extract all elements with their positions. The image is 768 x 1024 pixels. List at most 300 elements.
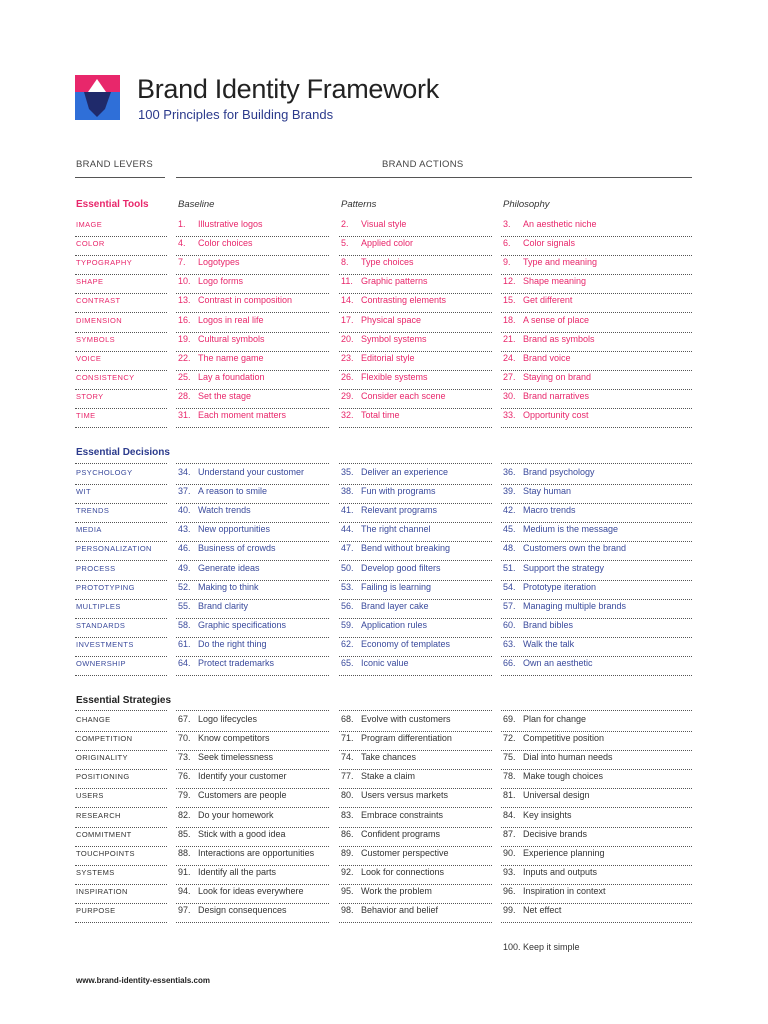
- principle-cell: [501, 600, 692, 619]
- principle-number: 14.: [341, 295, 354, 306]
- principle-cell: [176, 504, 329, 523]
- principle-label: Iconic value: [361, 658, 409, 668]
- principle-cell: [176, 581, 329, 600]
- column-header-philosophy: Philosophy: [503, 199, 550, 210]
- principle-label: Do the right thing: [198, 638, 267, 649]
- principle-cell: [176, 275, 329, 294]
- principle-number: 69.: [503, 714, 516, 724]
- principle-number: 98.: [341, 905, 354, 915]
- principle-label: Net effect: [523, 905, 562, 915]
- table-row: [0, 314, 768, 333]
- principle-cell: [176, 657, 329, 676]
- table-row: [0, 770, 768, 789]
- principle-cell: [339, 809, 492, 828]
- principle-label: Total time: [361, 410, 400, 420]
- principle-cell: [176, 789, 329, 808]
- principle-label: Brand voice: [523, 352, 571, 363]
- table-row: [0, 789, 768, 808]
- principle-cell: [501, 504, 692, 523]
- table-row: [0, 294, 768, 313]
- principle-label: Embrace constraints: [361, 809, 444, 820]
- principle-label: Protect trademarks: [198, 658, 275, 668]
- table-row: [0, 581, 768, 600]
- principle-number: 54.: [503, 581, 516, 592]
- principle-number: 25.: [178, 371, 191, 382]
- principle-number: 43.: [178, 524, 191, 535]
- principle-cell: [339, 751, 492, 770]
- section-title: Essential Tools: [76, 199, 149, 210]
- principle-number: 7.: [178, 257, 186, 268]
- principle-cell: [176, 847, 329, 866]
- principle-cell: [501, 256, 692, 275]
- brand-lever: ORIGINALITY: [75, 751, 167, 770]
- brand-lever: COLOR: [75, 237, 167, 256]
- principle-number: 19.: [178, 333, 191, 344]
- principle-cell: [501, 314, 692, 333]
- principle-number: 24.: [503, 352, 516, 363]
- principle-cell: [339, 619, 492, 638]
- column-header-baseline: Baseline: [178, 199, 215, 210]
- principle-number: 45.: [503, 524, 516, 535]
- principle-label: Get different: [523, 295, 573, 306]
- principle-label: Lay a foundation: [198, 371, 265, 382]
- principle-number: 95.: [341, 885, 354, 896]
- principle-number: 74.: [341, 752, 354, 763]
- principle-cell: [339, 904, 492, 923]
- principle-cell: [176, 523, 329, 542]
- brand-levers-header: BRAND LEVERS: [76, 159, 153, 170]
- principle-number: 40.: [178, 505, 191, 516]
- principle-number: 60.: [503, 619, 516, 630]
- principle-number: 18.: [503, 314, 516, 325]
- principle-number: 44.: [341, 524, 354, 535]
- principle-number: 62.: [341, 638, 354, 649]
- principle-cell: [339, 600, 492, 619]
- principle-cell: [339, 885, 492, 904]
- principle-cell: [501, 562, 692, 581]
- table-row: [0, 390, 768, 409]
- principle-number: 27.: [503, 371, 516, 382]
- principle-label: Competitive position: [523, 733, 605, 744]
- principle-cell: [339, 485, 492, 504]
- table-row: [0, 713, 768, 732]
- principle-label: Application rules: [361, 619, 428, 630]
- principle-label: Brand as symbols: [523, 333, 595, 344]
- principle-number: 15.: [503, 295, 516, 306]
- principle-label: Failing is learning: [361, 581, 432, 592]
- brand-lever: INSPIRATION: [75, 885, 167, 904]
- principle-cell: [176, 371, 329, 390]
- brand-lever: SHAPE: [75, 275, 167, 294]
- brand-lever: WIT: [75, 485, 167, 504]
- principle-label: Logo lifecycles: [198, 714, 258, 724]
- principle-cell: [176, 885, 329, 904]
- principle-number: 55.: [178, 600, 191, 611]
- principle-number: 48.: [503, 543, 516, 554]
- principle-label: Identify all the parts: [198, 866, 277, 877]
- principle-number: 37.: [178, 486, 191, 497]
- principle-label: Applied color: [361, 238, 414, 249]
- principle-number: 83.: [341, 809, 354, 820]
- principle-cell: [501, 713, 692, 732]
- principle-cell: [339, 770, 492, 789]
- principle-cell: [176, 713, 329, 732]
- table-row: [0, 657, 768, 676]
- brand-lever: IMAGE: [75, 218, 167, 237]
- principle-cell: [339, 504, 492, 523]
- principle-number: 50.: [341, 562, 354, 573]
- principle-cell: [176, 542, 329, 561]
- principle-label: Behavior and belief: [361, 905, 439, 915]
- principle-cell: [339, 866, 492, 885]
- principle-number: 94.: [178, 885, 191, 896]
- principle-label: Economy of templates: [361, 638, 451, 649]
- principle-label: Stick with a good idea: [198, 828, 286, 839]
- brand-lever: STANDARDS: [75, 619, 167, 638]
- principle-label: An aesthetic niche: [523, 219, 597, 229]
- principle-cell: [339, 390, 492, 409]
- table-row: [0, 828, 768, 847]
- table-row: [0, 523, 768, 542]
- table-row: [0, 371, 768, 390]
- principle-number: 92.: [341, 866, 354, 877]
- principle-label: Brand bibles: [523, 619, 574, 630]
- brand-lever: PERSONALIZATION: [75, 542, 167, 561]
- final-principle: [503, 942, 580, 952]
- principle-cell: [339, 294, 492, 313]
- principle-label: Physical space: [361, 314, 422, 325]
- principle-label: Customers own the brand: [523, 543, 627, 554]
- principle-cell: [339, 847, 492, 866]
- principle-cell: [339, 218, 492, 237]
- principle-number: 38.: [341, 486, 354, 497]
- brand-lever: POSITIONING: [75, 770, 167, 789]
- principle-number: 29.: [341, 390, 354, 401]
- principle-label: Making to think: [198, 581, 259, 592]
- principle-number: 68.: [341, 714, 354, 724]
- principle-label: Experience planning: [523, 847, 605, 858]
- principle-label: Program differentiation: [361, 733, 452, 744]
- principle-label: Work the problem: [361, 885, 432, 896]
- principle-number: 81.: [503, 790, 516, 801]
- principle-number: 63.: [503, 638, 516, 649]
- principle-label: Make tough choices: [523, 771, 604, 782]
- table-row: [0, 409, 768, 428]
- table-row: [0, 237, 768, 256]
- brand-lever: COMMITMENT: [75, 828, 167, 847]
- principle-cell: [339, 542, 492, 561]
- brand-lever: TIME: [75, 409, 167, 428]
- principle-number: 59.: [341, 619, 354, 630]
- brand-lever: PURPOSE: [75, 904, 167, 923]
- header-divider-left: [75, 177, 165, 178]
- principle-number: 97.: [178, 905, 191, 915]
- principle-number: 3.: [503, 219, 511, 229]
- table-row: [0, 885, 768, 904]
- principle-label: Deliver an experience: [361, 467, 449, 477]
- principle-number: 22.: [178, 352, 191, 363]
- principle-label: A sense of place: [523, 314, 590, 325]
- principle-number: 86.: [341, 828, 354, 839]
- principle-number: 58.: [178, 619, 191, 630]
- principle-label: Customer perspective: [361, 847, 449, 858]
- principle-label: Shape meaning: [523, 276, 587, 287]
- principle-cell: [501, 732, 692, 751]
- principle-number: 39.: [503, 486, 516, 497]
- table-row: [0, 866, 768, 885]
- principle-number: 65.: [341, 658, 354, 668]
- table-row: [0, 904, 768, 923]
- principle-number: 70.: [178, 733, 191, 744]
- principle-number: 79.: [178, 790, 191, 801]
- principle-number: 21.: [503, 333, 516, 344]
- final-principle-number: 100.: [503, 942, 521, 952]
- principle-number: 11.: [341, 276, 353, 287]
- principle-number: 16.: [178, 314, 191, 325]
- brand-lever: COMPETITION: [75, 732, 167, 751]
- principle-cell: [339, 371, 492, 390]
- principle-label: Stay human: [523, 486, 572, 497]
- principle-label: Look for ideas everywhere: [198, 885, 304, 896]
- principle-label: Fun with programs: [361, 486, 436, 497]
- table-row: [0, 485, 768, 504]
- principle-number: 73.: [178, 752, 191, 763]
- principle-cell: [339, 789, 492, 808]
- principle-label: Confident programs: [361, 828, 441, 839]
- principle-cell: [176, 751, 329, 770]
- principle-cell: [339, 256, 492, 275]
- principle-cell: [176, 352, 329, 371]
- principle-cell: [339, 713, 492, 732]
- principle-cell: [339, 657, 492, 676]
- principle-label: Set the stage: [198, 390, 252, 401]
- principle-cell: [339, 466, 492, 485]
- principle-number: 57.: [503, 600, 516, 611]
- principle-label: Contrasting elements: [361, 295, 447, 306]
- section-top-rule: [501, 710, 692, 711]
- principle-label: New opportunities: [198, 524, 271, 535]
- principle-number: 56.: [341, 600, 354, 611]
- principle-cell: [176, 770, 329, 789]
- brand-lever: INVESTMENTS: [75, 638, 167, 657]
- principle-label: Type and meaning: [523, 257, 598, 268]
- brand-lever: PROTOTYPING: [75, 581, 167, 600]
- principle-number: 41.: [341, 505, 354, 516]
- principle-label: Design consequences: [198, 905, 287, 915]
- principle-label: Logo forms: [198, 276, 244, 287]
- brand-lever: MULTIPLES: [75, 600, 167, 619]
- principle-cell: [501, 866, 692, 885]
- table-row: [0, 466, 768, 485]
- principle-cell: [501, 638, 692, 657]
- principle-number: 91.: [178, 866, 191, 877]
- principle-label: The name game: [198, 352, 264, 363]
- principle-number: 84.: [503, 809, 516, 820]
- principle-cell: [339, 581, 492, 600]
- principle-number: 26.: [341, 371, 354, 382]
- brand-lever: RESEARCH: [75, 809, 167, 828]
- principle-number: 52.: [178, 581, 191, 592]
- principle-number: 49.: [178, 562, 191, 573]
- table-row: [0, 352, 768, 371]
- principle-cell: [176, 333, 329, 352]
- principle-number: 71.: [341, 733, 354, 744]
- principle-cell: [501, 333, 692, 352]
- section-top-rule: [339, 463, 492, 464]
- header-divider-right: [176, 177, 692, 178]
- page-title: Brand Identity Framework: [137, 74, 439, 104]
- principle-label: Dial into human needs: [523, 752, 613, 763]
- principle-cell: [339, 237, 492, 256]
- principle-label: Seek timelessness: [198, 752, 274, 763]
- brand-lever: USERS: [75, 789, 167, 808]
- footer-url: www.brand-identity-essentials.com: [76, 976, 210, 985]
- principle-number: 47.: [341, 543, 354, 554]
- table-row: [0, 751, 768, 770]
- principle-cell: [339, 275, 492, 294]
- principle-cell: [339, 732, 492, 751]
- principle-cell: [501, 904, 692, 923]
- principle-label: Managing multiple brands: [523, 600, 627, 611]
- section-title: Essential Strategies: [76, 695, 172, 706]
- principle-number: 99.: [503, 905, 516, 915]
- table-row: [0, 333, 768, 352]
- principle-cell: [501, 885, 692, 904]
- principle-label: Consider each scene: [361, 390, 446, 401]
- principle-cell: [176, 485, 329, 504]
- brand-actions-header: BRAND ACTIONS: [382, 159, 464, 170]
- principle-label: Prototype iteration: [523, 581, 597, 592]
- section-top-rule: [339, 710, 492, 711]
- iceberg-logo-icon: [75, 75, 120, 120]
- table-row: [0, 619, 768, 638]
- principle-label: Contrast in composition: [198, 295, 293, 306]
- principle-cell: [176, 256, 329, 275]
- principle-cell: [501, 409, 692, 428]
- principle-number: 77.: [341, 771, 354, 782]
- principle-label: Key insights: [523, 809, 572, 820]
- principle-label: Illustrative logos: [198, 219, 263, 229]
- principle-label: The right channel: [361, 524, 431, 535]
- principle-cell: [501, 828, 692, 847]
- table-row: [0, 809, 768, 828]
- section-top-rule: [75, 463, 167, 464]
- principle-cell: [501, 371, 692, 390]
- principle-cell: [176, 828, 329, 847]
- principle-number: 2.: [341, 219, 349, 229]
- principle-cell: [501, 809, 692, 828]
- principle-label: Visual style: [361, 219, 407, 229]
- principle-label: Interactions are opportunities: [198, 847, 315, 858]
- principle-number: 1.: [178, 219, 186, 229]
- principle-number: 75.: [503, 752, 516, 763]
- principle-label: Plan for change: [523, 714, 587, 724]
- principle-number: 28.: [178, 390, 191, 401]
- final-principle-label: Keep it simple: [523, 942, 580, 952]
- principle-cell: [501, 581, 692, 600]
- principle-cell: [176, 294, 329, 313]
- principle-number: 51.: [503, 562, 516, 573]
- principle-label: Users versus markets: [361, 790, 449, 801]
- principle-number: 78.: [503, 771, 516, 782]
- principle-number: 42.: [503, 505, 516, 516]
- principle-cell: [501, 789, 692, 808]
- principle-cell: [501, 751, 692, 770]
- principle-number: 20.: [341, 333, 354, 344]
- principle-label: Relevant programs: [361, 505, 438, 516]
- principle-label: Identify your customer: [198, 771, 287, 782]
- page-subtitle: 100 Principles for Building Brands: [138, 107, 334, 122]
- principle-number: 76.: [178, 771, 191, 782]
- principle-cell: [501, 770, 692, 789]
- principle-cell: [501, 237, 692, 256]
- brand-lever: TRENDS: [75, 504, 167, 523]
- principle-label: Symbol systems: [361, 333, 427, 344]
- principle-label: Decisive brands: [523, 828, 588, 839]
- brand-lever: PROCESS: [75, 562, 167, 581]
- principle-label: Customers are people: [198, 790, 287, 801]
- principle-cell: [501, 619, 692, 638]
- principle-label: Support the strategy: [523, 562, 605, 573]
- principle-number: 13.: [178, 295, 191, 306]
- principle-number: 4.: [178, 238, 186, 249]
- principle-label: Cultural symbols: [198, 333, 265, 344]
- principle-cell: [501, 485, 692, 504]
- principle-cell: [339, 314, 492, 333]
- table-row: [0, 256, 768, 275]
- brand-lever: TOUCHPOINTS: [75, 847, 167, 866]
- brand-lever: MEDIA: [75, 523, 167, 542]
- principle-number: 67.: [178, 714, 191, 724]
- table-row: [0, 504, 768, 523]
- principle-number: 30.: [503, 390, 516, 401]
- brand-lever: TYPOGRAPHY: [75, 256, 167, 275]
- principle-cell: [176, 904, 329, 923]
- principle-label: Brand narratives: [523, 390, 590, 401]
- principle-number: 61.: [178, 638, 191, 649]
- table-row: [0, 732, 768, 751]
- principle-cell: [176, 866, 329, 885]
- principle-cell: [339, 638, 492, 657]
- section-title: Essential Decisions: [76, 447, 170, 458]
- principle-number: 6.: [503, 238, 511, 249]
- principle-label: Develop good filters: [361, 562, 441, 573]
- principle-cell: [501, 390, 692, 409]
- principle-cell: [501, 294, 692, 313]
- section-top-rule: [75, 710, 167, 711]
- principle-number: 36.: [503, 467, 516, 477]
- brand-lever: SYSTEMS: [75, 866, 167, 885]
- principle-number: 90.: [503, 847, 516, 858]
- principle-cell: [176, 809, 329, 828]
- principle-label: Logotypes: [198, 257, 240, 268]
- principle-cell: [176, 732, 329, 751]
- principle-label: Each moment matters: [198, 410, 287, 420]
- principle-number: 32.: [341, 410, 354, 420]
- principle-cell: [176, 619, 329, 638]
- principle-number: 17.: [341, 314, 354, 325]
- principle-cell: [176, 466, 329, 485]
- principle-label: Look for connections: [361, 866, 445, 877]
- column-header-patterns: Patterns: [341, 199, 377, 210]
- principle-label: Graphic specifications: [198, 619, 287, 630]
- principle-number: 23.: [341, 352, 354, 363]
- principle-number: 82.: [178, 809, 191, 820]
- principle-label: Bend without breaking: [361, 543, 451, 554]
- table-row: [0, 562, 768, 581]
- section-top-rule: [501, 463, 692, 464]
- principle-label: Brand clarity: [198, 600, 249, 611]
